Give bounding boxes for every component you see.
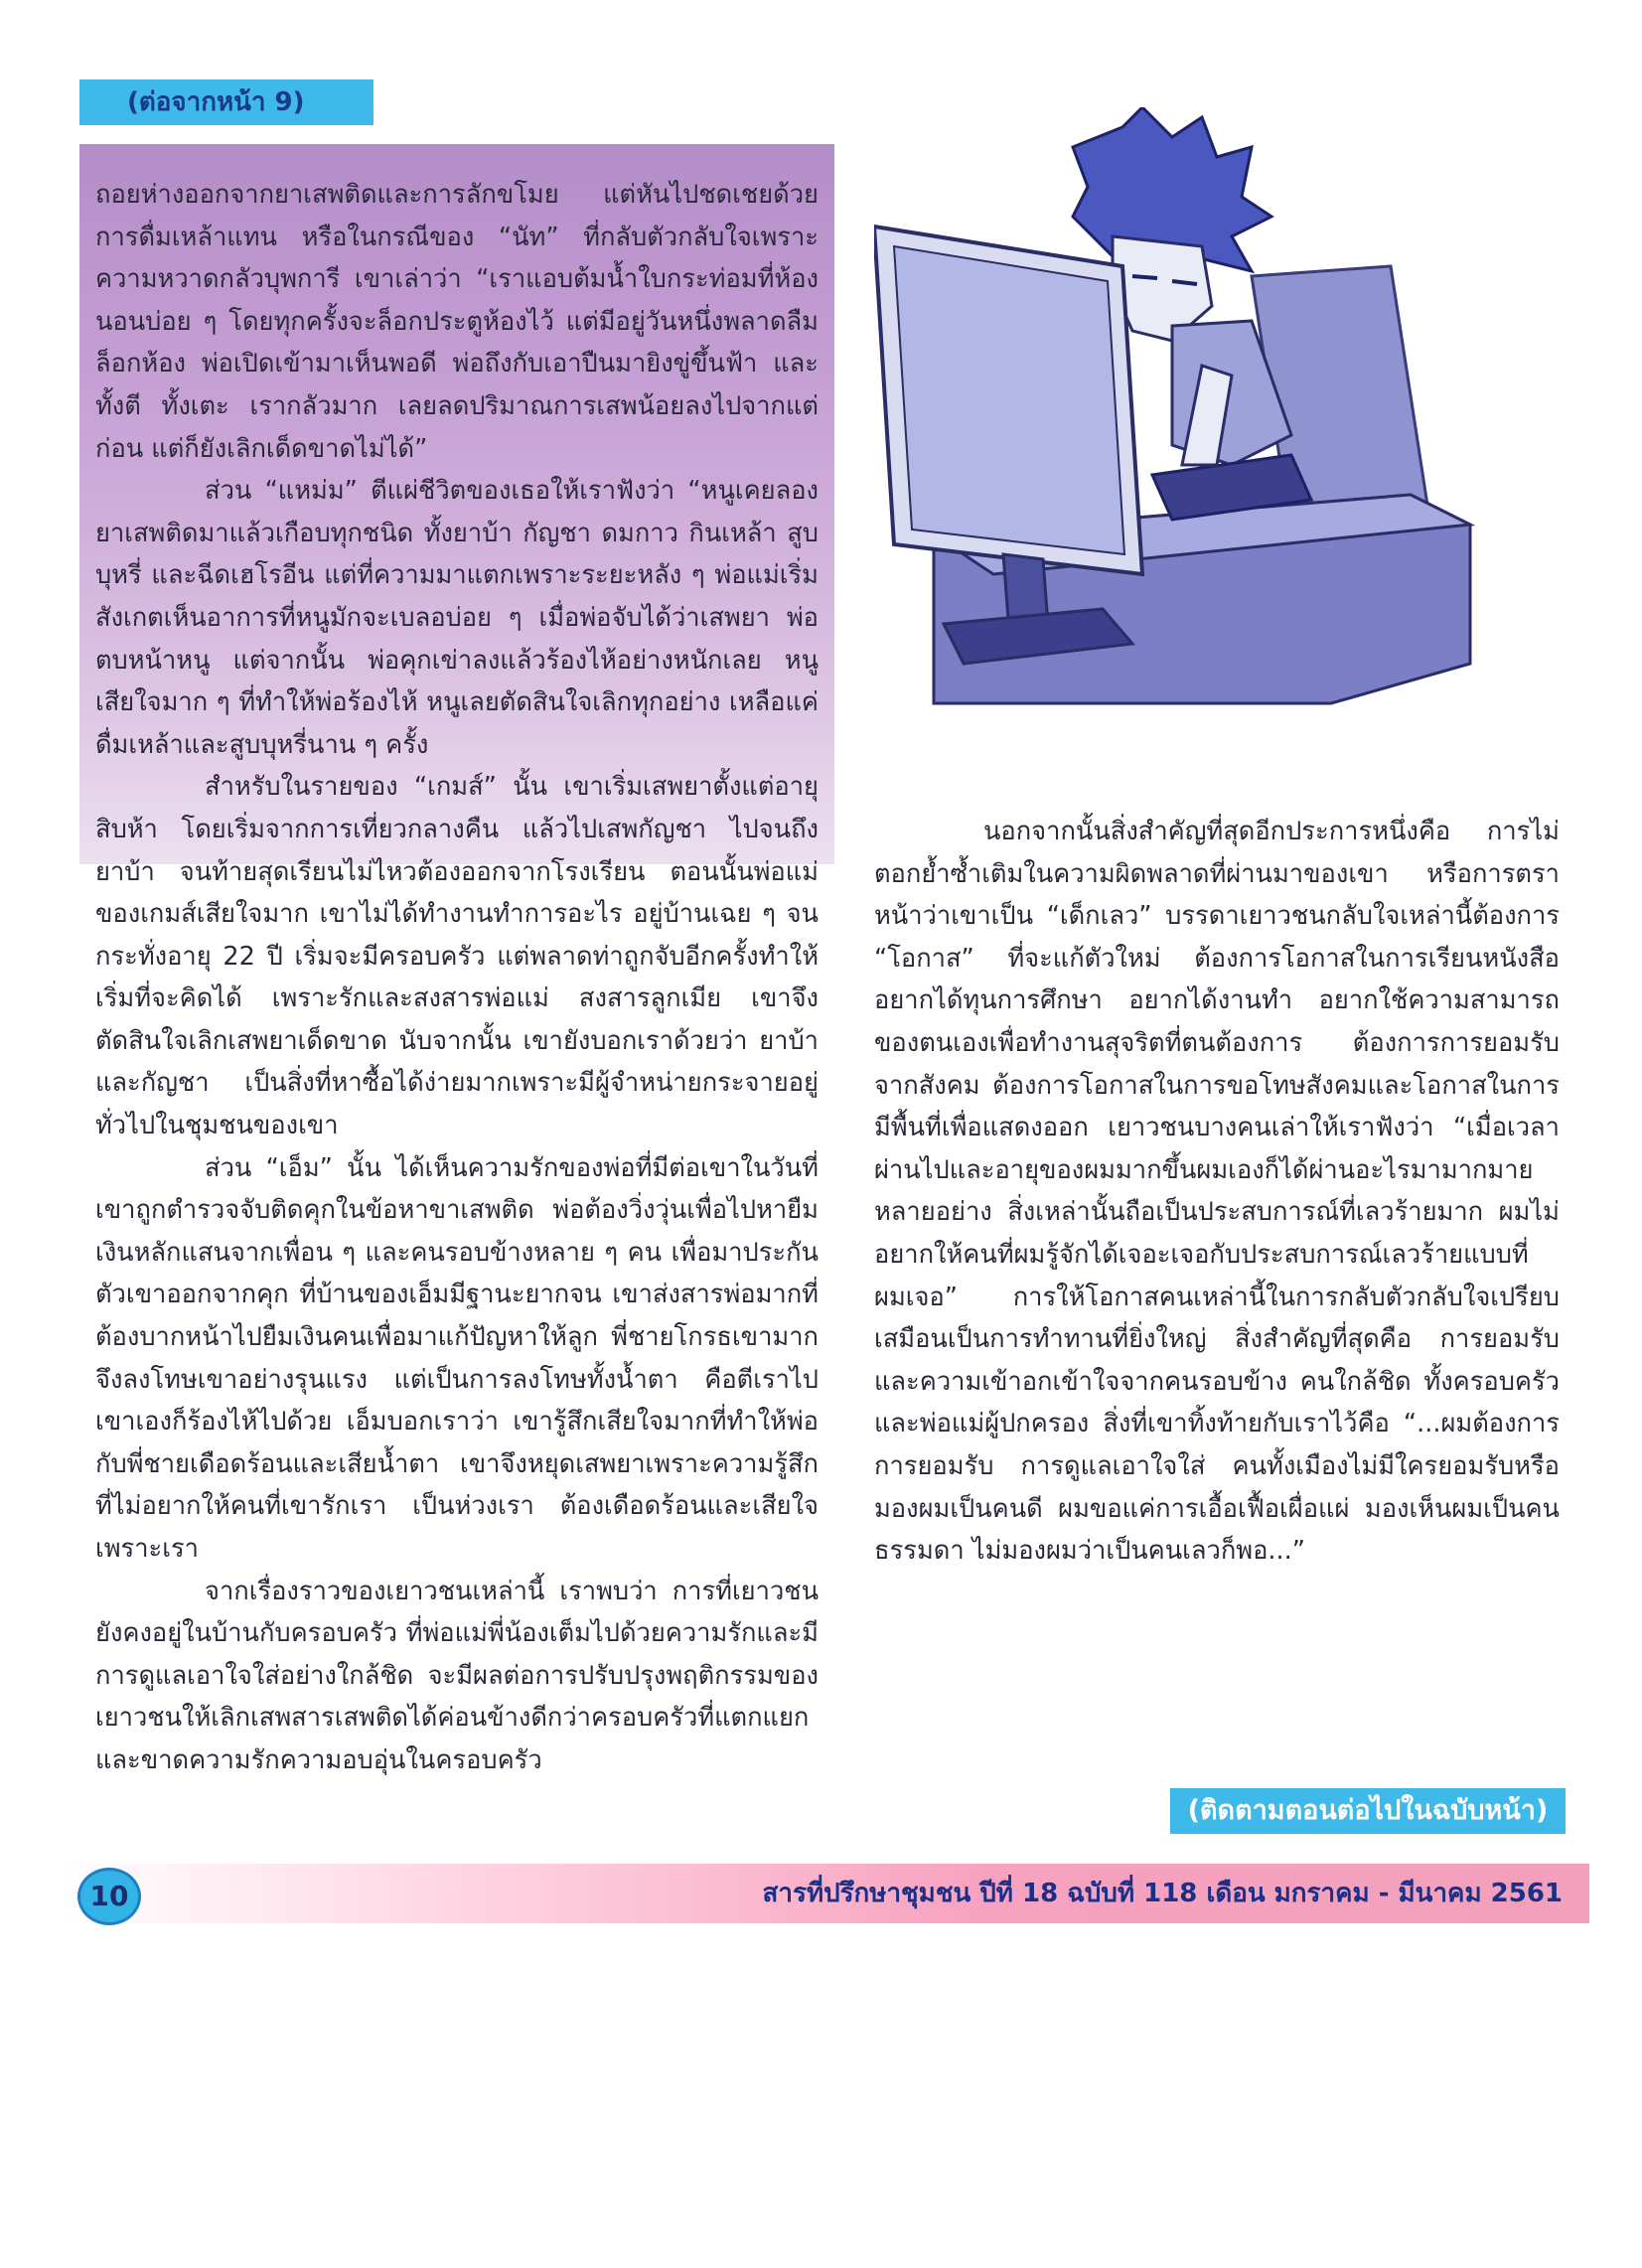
- page-number: 10: [77, 1868, 141, 1925]
- paragraph: นอกจากนั้นสิ่งสำคัญที่สุดอีกประการหนึ่งคือ การไม่ตอกย้ำซ้ำเติมในความผิดพลาดที่ผ่านมาของเขา หรือการตราหน้าว่าเขาเป็น “เด็กเลว” บรรดาเยาวชนกลับใจเหล่านี้ต้องการ “โอกาส” ที่จะแก้ตัวใหม่ ต้องการโอกาสในการเรียนหนังสือ อยากได้ทุนการศึกษา อยากได้งานทำ อยากใช้ความสามารถของตนเองเพื่อทำงานสุจริตที่ตนต้องการ ต้องการการยอมรับจากสังคม ต้องการโอกาสในการขอโทษสังคมและโอกาสในการมีพื้นที่เพื่อแสดงออก เยาวชนบางคนเล่าให้เราฟังว่า “เมื่อเวลาผ่านไปและอายุของผมมากขึ้นผมเองก็ได้ผ่านอะไรมามากมายหลายอย่าง สิ่งเหล่านั้นถือเป็นประสบการณ์ที่เลวร้ายมาก ผมไม่อยากให้คนที่ผมรู้จักได้เจอะเจอกับประสบการณ์เลวร้ายแบบที่ผมเจอ” การให้โอกาสคนเหล่านี้ในการกลับตัวกลับใจเปรียบเสมือนเป็นการทำทานที่ยิ่งใหญ่ สิ่งสำคัญที่สุดคือ การยอมรับ และความเข้าอกเข้าใจจากคนรอบข้าง คนใกล้ชิด ทั้งครอบครัวและพ่อแม่ผู้ปกครอง สิ่งที่เขาทิ้งท้ายกับเราไว้คือ “...ผมต้องการการยอมรับ การดูแลเอาใจใส่ คนทั้งเมืองไม่มีใครยอมรับหรือมองผมเป็นคนดี ผมขอแค่การเอื้อเฟื้อเผื่อแผ่ มองเห็นผมเป็นคนธรรมดา ไม่มองผมว่าเป็นคนเลวก็พอ...”: [874, 817, 1560, 1567]
- continued-next-label: (ติดตามตอนต่อไปในฉบับหน้า): [1170, 1788, 1566, 1834]
- left-article-column: [95, 174, 819, 1782]
- paragraph: ส่วน “เอ็ม” นั้น ได้เห็นความรักของพ่อที่มีต่อเขาในวันที่เขาถูกตำรวจจับติดคุกในข้อหาขาเสพติด พ่อต้องวิ่งวุ่นเพื่อไปหายืมเงินหลักแสนจากเพื่อน ๆ และคนรอบข้างหลาย ๆ คน เพื่อมาประกันตัวเขาออกจากคุก ที่บ้านของเอ็มมีฐานะยากจน เขาส่งสารพ่อมากที่ต้องบากหน้าไปยืมเงินคนเพื่อมาแก้ปัญหาให้ลูก พี่ชายโกรธเขามาก จึงลงโทษเขาอย่างรุนแรง แต่เป็นการลงโทษทั้งน้ำตา คือตีเราไปเขาเองก็ร้องไห้ไปด้วย เอ็มบอกเราว่า เขารู้สึกเสียใจมากที่ทำให้พ่อกับพี่ชายเดือดร้อนและเสียน้ำตา เขาจึงหยุดเสพยาเพราะความรู้สึกที่ไม่อยากให้คนที่เขารักเรา เป็นห่วงเรา ต้องเดือดร้อนและเสียใจเพราะเรา: [95, 1152, 819, 1564]
- paragraph: ส่วน “แหม่ม” ตีแผ่ชีวิตของเธอให้เราฟังว่า “หนูเคยลองยาเสพติดมาแล้วเกือบทุกชนิด ทั้งยาบ้า กัญชา ดมกาว กินเหล้า สูบบุหรี่ และฉีดเฮโรอีน แต่ที่ความมาแตกเพราะระยะหลัง ๆ พ่อแม่เริ่มสังเกตเห็นอาการที่หนูมักจะเบลอบ่อย ๆ เมื่อพ่อจับได้ว่าเสพยา พ่อตบหน้าหนู แต่จากนั้น พ่อคุกเข่าลงแล้วร้องไห้อย่างหนักเลย หนูเสียใจมาก ๆ ที่ทำให้พ่อร้องไห้ หนูเลยตัดสินใจเลิกทุกอย่าง เหลือแค่ดื่มเหล้าและสูบบุหรี่นาน ๆ ครั้ง: [95, 476, 819, 760]
- paragraph: สำหรับในรายของ “เกมส์” นั้น เขาเริ่มเสพยาตั้งแต่อายุสิบห้า โดยเริ่มจากการเที่ยวกลางคืน แล้วไปเสพกัญชา ไปจนถึงยาบ้า จนท้ายสุดเรียนไม่ไหวต้องออกจากโรงเรียน ตอนนั้นพ่อแม่ของเกมส์เสียใจมาก เขาไม่ได้ทำงานทำการอะไร อยู่บ้านเฉย ๆ จนกระทั่งอายุ 22 ปี เริ่มจะมีครอบครัว แต่พลาดท่าถูกจับอีกครั้งทำให้เริ่มที่จะคิดได้ เพราะรักและสงสารพ่อแม่ สงสารลูกเมีย เขาจึงตัดสินใจเลิกเสพยาเด็ดขาด นับจากนั้น เขายังบอกเราด้วยว่า ยาบ้าและกัญชา เป็นสิ่งที่หาซื้อได้ง่ายมากเพราะมีผู้จำหน่ายกระจายอยู่ทั่วไปในชุมชนของเขา: [95, 772, 819, 1141]
- right-article-column: [874, 811, 1560, 1573]
- paragraph: จากเรื่องราวของเยาวชนเหล่านี้ เราพบว่า การที่เยาวชน ยังคงอยู่ในบ้านกับครอบครัว ที่พ่อแม่พี่น้องเต็มไปด้วยความรักและมีการดูแลเอาใจใส่อย่างใกล้ชิด จะมีผลต่อการปรับปรุงพฤติกรรมของเยาวชนให้เลิกเสพสารเสพติดได้ค่อนข้างดีกว่าครอบครัวที่แตกแยกและขาดความรักความอบอุ่นในครอบครัว: [95, 1576, 819, 1775]
- continued-from-label: (ต่อจากหน้า 9): [79, 79, 373, 125]
- publication-info: สารที่ปรึกษาชุมชน ปีที่ 18 ฉบับที่ 118 เดือน มกราคม - มีนาคม 2561: [762, 1879, 1563, 1908]
- paragraph: ถอยห่างออกจากยาเสพติดและการลักขโมย แต่หันไปชดเชยด้วยการดื่มเหล้าแทน หรือในกรณีของ “นัท” ที่กลับตัวกลับใจเพราะความหวาดกลัวบุพการี เขาเล่าว่า “เราแอบต้มน้ำใบกระท่อมที่ห้องนอนบ่อย ๆ โดยทุกครั้งจะล็อกประตูห้องไว้ แต่มีอยู่วันหนึ่งพลาดลืมล็อกห้อง พ่อเปิดเข้ามาเห็นพอดี พ่อถึงกับเอาปืนมายิงขู่ขึ้นฟ้า และทั้งตี ทั้งเตะ เรากลัวมาก เลยลดปริมาณการเสพน้อยลงไปจากแต่ก่อน แต่ก็ยังเลิกเด็ดขาดไม่ได้”: [95, 180, 819, 464]
- boy-at-computer-illustration: [874, 107, 1589, 743]
